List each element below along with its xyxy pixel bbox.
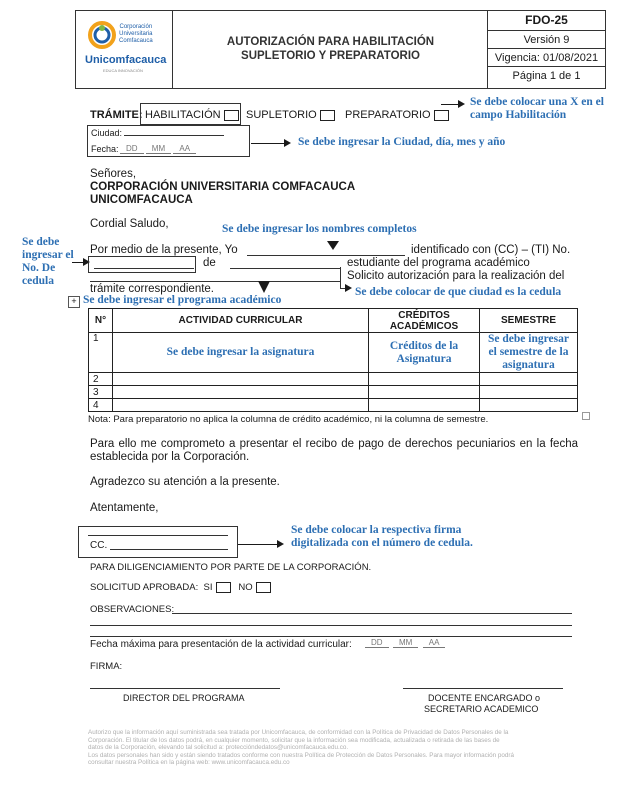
arrow-id-no	[72, 262, 88, 263]
approved-row: SOLICITUD APROBADA: SI NO	[90, 581, 271, 594]
logo-mark-icon	[87, 20, 117, 50]
observations-label: OBSERVACIONES:	[90, 604, 175, 615]
table-move-icon[interactable]: +	[68, 296, 80, 308]
activity-cell[interactable]	[113, 399, 369, 412]
observations-line-2[interactable]	[90, 625, 572, 626]
annotation-names: Se debe ingresar los nombres completos	[222, 223, 417, 235]
salutation: Señores,	[90, 168, 137, 180]
date-label: Fecha:	[91, 144, 119, 154]
id-city-field[interactable]	[230, 268, 340, 269]
col-number-header: N°	[89, 309, 113, 333]
habilitacion-checkbox[interactable]	[224, 110, 239, 121]
logo-sub-3: Comfacauca	[119, 38, 153, 44]
arrow-city-date	[251, 143, 289, 144]
table-header-row	[89, 309, 578, 333]
body-line-3: Solicito autorización para la realización del	[347, 270, 565, 282]
director-label: DIRECTOR DEL PROGRAMA	[123, 693, 245, 703]
col-activity-header: ACTIVIDAD CURRICULAR	[113, 309, 369, 333]
city-field[interactable]	[124, 135, 224, 136]
doc-validity: Vigencia: 01/08/2021	[494, 52, 599, 64]
credits-cell[interactable]	[369, 333, 480, 373]
row-number: 3	[89, 386, 113, 399]
option-preparatorio[interactable]: PREPARATORIO	[345, 109, 449, 122]
preparatorio-checkbox[interactable]	[434, 110, 449, 121]
activities-table	[88, 308, 578, 412]
docente-label-1: DOCENTE ENCARGADO o	[428, 693, 541, 703]
annotation-program: Se debe ingresar el programa académico	[83, 294, 282, 306]
annotation-signature: Se debe colocar la respectiva firma digitalizada con el número de cedula.	[291, 524, 473, 549]
approved-no-checkbox[interactable]	[256, 582, 271, 593]
arrow-names-icon	[326, 239, 340, 251]
arrow-x-mark	[441, 104, 463, 105]
row-number: 1	[89, 333, 113, 373]
closing-text: Atentamente,	[90, 502, 159, 514]
annotation-credits: Créditos de la Asignatura	[389, 339, 459, 365]
annotation-x-mark: Se debe colocar una X en el campo Habilitación	[470, 96, 604, 121]
tramite-label: TRÁMITE:	[90, 109, 143, 121]
city-label: Ciudad:	[91, 128, 123, 138]
document-title: AUTORIZACIÓN PARA HABILITACIÓN SUPLETORIO Y PREPARATORIO	[226, 36, 435, 62]
table-row	[89, 373, 578, 386]
doc-version: Versión 9	[523, 34, 570, 46]
col-semester-header: SEMESTRE	[480, 309, 578, 333]
body-line-2a: de	[203, 257, 216, 269]
table-row	[89, 399, 578, 412]
credits-cell[interactable]	[369, 386, 480, 399]
semester-cell[interactable]	[480, 386, 578, 399]
semester-cell[interactable]	[480, 399, 578, 412]
program-field[interactable]	[90, 281, 340, 282]
row-number: 4	[89, 399, 113, 412]
body-line-2b: estudiante del programa académico	[347, 257, 530, 269]
recipient-1: CORPORACIÓN UNIVERSITARIA COMFACAUCA	[90, 181, 356, 193]
activity-cell[interactable]	[113, 373, 369, 386]
table-note: Nota: Para preparatorio no aplica la columna de crédito académico, ni la columna de semestre.	[88, 414, 489, 425]
row-number: 2	[89, 373, 113, 386]
semester-cell[interactable]	[480, 373, 578, 386]
deadline-label: Fecha máxima para presentación de la actividad curricular:	[90, 639, 352, 650]
annotation-city-date: Se debe ingresar la Ciudad, día, mes y año	[298, 136, 506, 148]
name-field[interactable]	[247, 255, 405, 256]
docente-signature-line[interactable]	[403, 688, 563, 689]
firma-label: FIRMA:	[90, 661, 123, 672]
observations-line-1[interactable]	[172, 613, 572, 614]
credits-cell[interactable]	[369, 373, 480, 386]
annotation-subject: Se debe ingresar la asignatura	[166, 346, 315, 358]
logo-tagline: EDUCA INNOVACIÓN	[103, 68, 143, 73]
table-row	[89, 333, 578, 373]
id-field-frame	[88, 256, 196, 273]
recipient-2: UNICOMFACAUCA	[90, 194, 193, 206]
body-line-4: trámite correspondiente.	[90, 283, 215, 295]
credits-cell[interactable]	[369, 399, 480, 412]
activity-cell[interactable]	[113, 333, 369, 373]
body-line-1b: identificado con (CC) – (TI) No.	[411, 244, 571, 256]
date-fields[interactable]: DD MM AA	[120, 144, 196, 154]
logo-text: Unicomfacauca	[85, 54, 167, 66]
logo-sub-1: Corporación	[119, 24, 153, 30]
option-supletorio[interactable]: SUPLETORIO	[246, 109, 335, 122]
supletorio-checkbox[interactable]	[320, 110, 335, 121]
deadline-date-fields[interactable]: DD MM AA	[365, 638, 445, 648]
activity-cell[interactable]	[113, 386, 369, 399]
observations-line-3[interactable]	[90, 636, 572, 637]
arrow-signature	[238, 544, 282, 545]
privacy-footer: Autorizo que la información aquí suministrada sea tratada por Unicomfacauca, de conformidad con la Política de Privacidad de Datos Personales de la Corporación. El titular de los datos podrá, en cualquier momento, solicitar que la información sea modificada, actualizada o retirada de las bases de datos de la Corporación, elevando tal solicitud a: proteccióndedatos@unicomfacauca.edu.co. Los datos personales han sido y están siendo tratados conforme con nuestra Política de Protección de Datos Personales. Para mayor información podrá consultar nuestra Política en la página web: www.unicomfacauca.edu.co	[88, 729, 514, 767]
approved-si-checkbox[interactable]	[216, 582, 231, 593]
doc-code: FDO-25	[525, 13, 568, 27]
body-line-1a: Por medio de la presente, Yo	[90, 244, 238, 256]
docente-label-2: SECRETARIO ACADEMICO	[424, 704, 539, 714]
commitment-text: Para ello me comprometo a presentar el recibo de pago de derechos pecuniarios en la fecha establecida por la Corporación.	[90, 438, 578, 463]
logo-sub-2: Universitaria	[119, 31, 153, 37]
greeting: Cordial Saludo,	[90, 218, 169, 230]
col-credits-header: CRÉDITOS ACADÉMICOS	[369, 309, 480, 333]
thanks-text: Agradezco su atención a la presente.	[90, 476, 280, 488]
table-row	[89, 386, 578, 399]
cc-label: CC.	[90, 540, 108, 551]
signature-field[interactable]	[88, 535, 228, 536]
arrow-program-icon	[257, 280, 271, 294]
annotation-id-city: Se debe colocar de que ciudad es la cedula	[355, 286, 562, 298]
id-number-field[interactable]	[94, 268, 194, 269]
option-habilitacion[interactable]: HABILITACIÓN	[145, 109, 239, 122]
corp-section-title: PARA DILIGENCIAMIENTO POR PARTE DE LA CORPORACIÓN.	[90, 562, 372, 573]
annotation-semester: Se debe ingresar el semestre de la asignatura	[488, 333, 569, 371]
logo	[85, 20, 167, 82]
director-signature-line[interactable]	[90, 688, 280, 689]
doc-page: Página 1 de 1	[512, 70, 581, 82]
note-checkbox[interactable]	[582, 412, 590, 420]
cc-field[interactable]	[110, 549, 228, 550]
annotation-id-no: Se debe ingresar el No. De cedula	[22, 236, 74, 287]
semester-cell[interactable]	[480, 333, 578, 373]
